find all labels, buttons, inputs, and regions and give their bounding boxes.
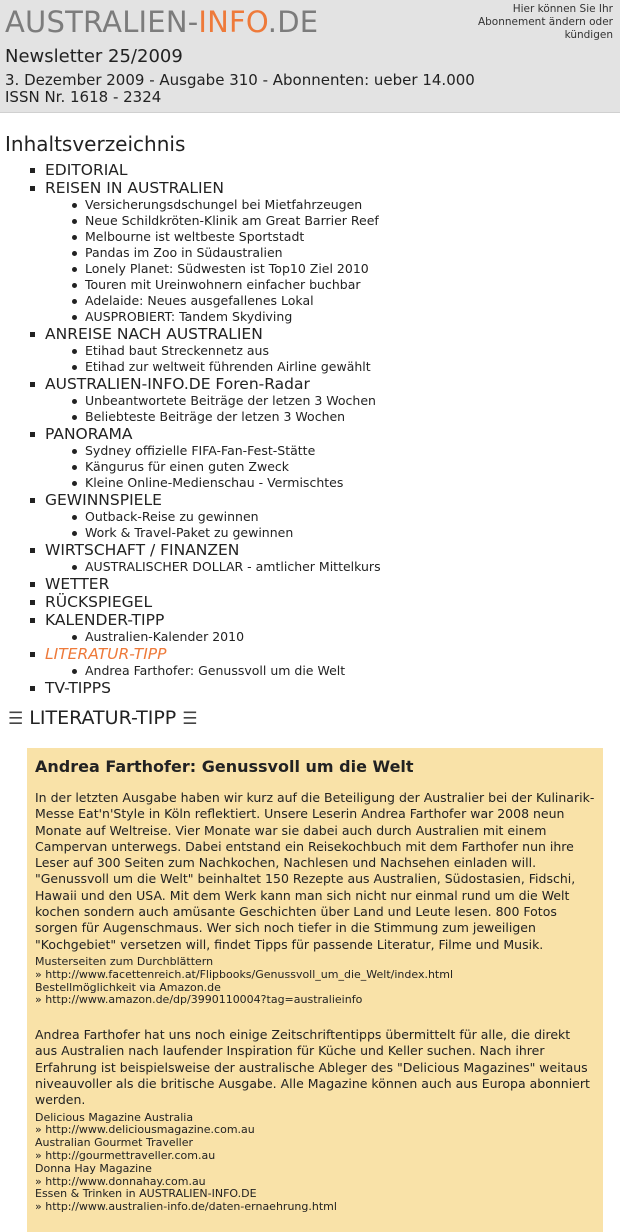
toc-item-link[interactable]: Etihad baut Streckennetz aus: [45, 343, 620, 359]
toc-subitems: [45, 393, 620, 425]
toc-section: [0, 575, 620, 593]
toc-item-link[interactable]: Adelaide: Neues ausgefallenes Lokal: [45, 293, 620, 309]
toc-item-link[interactable]: Andrea Farthofer: Genussvoll um die Welt: [45, 663, 620, 679]
article-box: [27, 748, 603, 1232]
toc-section: [0, 179, 620, 325]
toc-section: [0, 679, 620, 697]
link-label: Australian Gourmet Traveller: [35, 1136, 194, 1150]
toc-section-link[interactable]: WIRTSCHAFT / FINANZEN: [45, 541, 620, 559]
external-link[interactable]: » http://www.australien-info.de/daten-ernaehrung.html: [35, 1200, 337, 1214]
toc-item-link[interactable]: AUSPROBIERT: Tandem Skydiving: [45, 309, 620, 325]
external-link[interactable]: » http://www.donnahay.com.au: [35, 1174, 206, 1188]
table-of-contents: [0, 161, 620, 697]
link-label: Essen & Trinken in AUSTRALIEN-INFO.DE: [35, 1187, 257, 1201]
toc-section-link[interactable]: PANORAMA: [45, 425, 620, 443]
toc-item-link[interactable]: Neue Schildkröten-Klinik am Great Barrier Reef: [45, 213, 620, 229]
toc-item-link[interactable]: Kängurus für einen guten Zweck: [45, 459, 620, 475]
toc-heading: Inhaltsverzeichnis: [5, 132, 186, 156]
toc-section: [0, 161, 620, 179]
external-link[interactable]: » http://www.facettenreich.at/Flipbooks/Genussvoll_um_die_Welt/index.html: [35, 967, 454, 981]
toc-section-link[interactable]: ANREISE NACH AUSTRALIEN: [45, 325, 620, 343]
toc-item-link[interactable]: Versicherungsdschungel bei Mietfahrzeugen: [45, 197, 620, 213]
toc-item-link[interactable]: Outback-Reise zu gewinnen: [45, 509, 620, 525]
logo-part-3: .DE: [267, 5, 319, 39]
external-link[interactable]: » http://gourmettraveller.com.au: [35, 1149, 216, 1163]
toc-item-link[interactable]: Melbourne ist weltbeste Sportstadt: [45, 229, 620, 245]
toc-section-link[interactable]: TV-TIPPS: [45, 679, 620, 697]
toc-subitems: [45, 197, 620, 325]
newsletter-header: [0, 0, 620, 113]
toc-subitems: [45, 509, 620, 541]
toc-item-link[interactable]: Australien-Kalender 2010: [45, 629, 620, 645]
toc-section: [0, 491, 620, 541]
toc-item-link[interactable]: Etihad zur weltweit führenden Airline gewählt: [45, 359, 620, 375]
article-title: Andrea Farthofer: Genussvoll um die Welt: [35, 757, 414, 776]
toc-item-link[interactable]: Sydney offizielle FIFA-Fan-Fest-Stätte: [45, 443, 620, 459]
toc-section-link[interactable]: WETTER: [45, 575, 620, 593]
menu-icon: ☰: [182, 709, 198, 729]
subscription-link[interactable]: Hier können Sie Ihr Abonnement ändern oder kündigen: [477, 3, 613, 41]
toc-section-link[interactable]: GEWINNSPIELE: [45, 491, 620, 509]
toc-item-link[interactable]: Pandas im Zoo in Südaustralien: [45, 245, 620, 261]
section-heading: [8, 706, 198, 731]
toc-subitems: [45, 663, 620, 679]
link-label: Bestellmöglichkeit via Amazon.de: [35, 980, 221, 994]
toc-section: [0, 541, 620, 575]
toc-section: [0, 425, 620, 491]
newsletter-meta: [5, 72, 475, 106]
issn-line: ISSN Nr. 1618 - 2324: [5, 88, 162, 106]
newsletter-title: Newsletter 25/2009: [5, 46, 183, 67]
toc-item-link[interactable]: Unbeantwortete Beiträge der letzen 3 Wochen: [45, 393, 620, 409]
logo-part-1: AUSTRALIEN-: [5, 5, 199, 39]
logo-part-2: INFO: [198, 5, 268, 39]
external-link[interactable]: » http://www.deliciousmagazine.com.au: [35, 1123, 255, 1137]
article-paragraph: Andrea Farthofer hat uns noch einige Zeitschriftentipps übermittelt für alle, die direkt aus Australien nach laufender Inspiration für Küche und Keller suchen. Nach ihrer Erfahrung ist beispielsweise der australische Ableger des "Delicious Magazines" weitaus niveauvoller als die britische Ausgabe. Alle Magazine können auch aus Europa abonniert werden.: [35, 1027, 590, 1108]
external-link[interactable]: » http://www.amazon.de/dp/3990110004?tag=australieinfo: [35, 993, 363, 1007]
toc-item-link[interactable]: Work & Travel-Paket zu gewinnen: [45, 525, 620, 541]
toc-section-link[interactable]: LITERATUR-TIPP: [45, 645, 620, 663]
toc-section: [0, 375, 620, 425]
toc-section-link[interactable]: KALENDER-TIPP: [45, 611, 620, 629]
toc-subitems: [45, 443, 620, 491]
toc-section: [0, 593, 620, 611]
toc-subitems: [45, 559, 620, 575]
toc-section-link[interactable]: EDITORIAL: [45, 161, 620, 179]
toc-item-link[interactable]: AUSTRALISCHER DOLLAR - amtlicher Mittelkurs: [45, 559, 620, 575]
toc-section: [0, 645, 620, 679]
toc-item-link[interactable]: Lonely Planet: Südwesten ist Top10 Ziel 2010: [45, 261, 620, 277]
site-logo[interactable]: [5, 4, 318, 40]
toc-section-link[interactable]: RÜCKSPIEGEL: [45, 593, 620, 611]
link-label: Musterseiten zum Durchblättern: [35, 954, 214, 968]
toc-section-link[interactable]: AUSTRALIEN-INFO.DE Foren-Radar: [45, 375, 620, 393]
link-label: Delicious Magazine Australia: [35, 1110, 194, 1124]
toc-section: [0, 611, 620, 645]
article-paragraph: In der letzten Ausgabe haben wir kurz auf die Beteiligung der Australier bei der Kulinarik-Messe Eat'n'Style in Köln reflektiert. Unsere Leserin Andrea Farthofer war 2008 neun Monate auf Weltreise. Vier Monate war sie dabei auch durch Australien mit einem Campervan unterwegs. Dabei entstand ein Reisekochbuch mit dem Farthofer nun ihre Leser auf 300 Seiten zum Nachkochen, Nachlesen und Nachsehen einladen will. "Genussvoll um die Welt" beinhaltet 150 Rezepte aus Australien, Südostasien, Fidschi, Hawaii und den USA. Mit dem Werk kann man sich nicht nur einmal rund um die Welt kochen sondern auch amüsante Geschichten über Land und Leute lesen. 800 Fotos sorgen für Augenschmaus. Wer sich noch tiefer in die Stimmung zum jeweiligen "Kochgebiet" versetzen will, findet Tipps für passende Literatur, Filme und Musik.: [35, 790, 595, 952]
link-label: Donna Hay Magazine: [35, 1161, 152, 1175]
toc-subitems: [45, 629, 620, 645]
toc-item-link[interactable]: Kleine Online-Medienschau - Vermischtes: [45, 475, 620, 491]
link-list: [35, 1112, 595, 1214]
toc-section: [0, 325, 620, 375]
issue-line: 3. Dezember 2009 - Ausgabe 310 - Abonnenten: ueber 14.000: [5, 71, 475, 89]
menu-icon: ☰: [8, 709, 24, 729]
section-title: LITERATUR-TIPP: [29, 707, 177, 729]
toc-item-link[interactable]: Beliebteste Beiträge der letzen 3 Wochen: [45, 409, 620, 425]
link-list: [35, 956, 595, 1007]
toc-item-link[interactable]: Touren mit Ureinwohnern einfacher buchbar: [45, 277, 620, 293]
toc-subitems: [45, 343, 620, 375]
toc-section-link[interactable]: REISEN IN AUSTRALIEN: [45, 179, 620, 197]
